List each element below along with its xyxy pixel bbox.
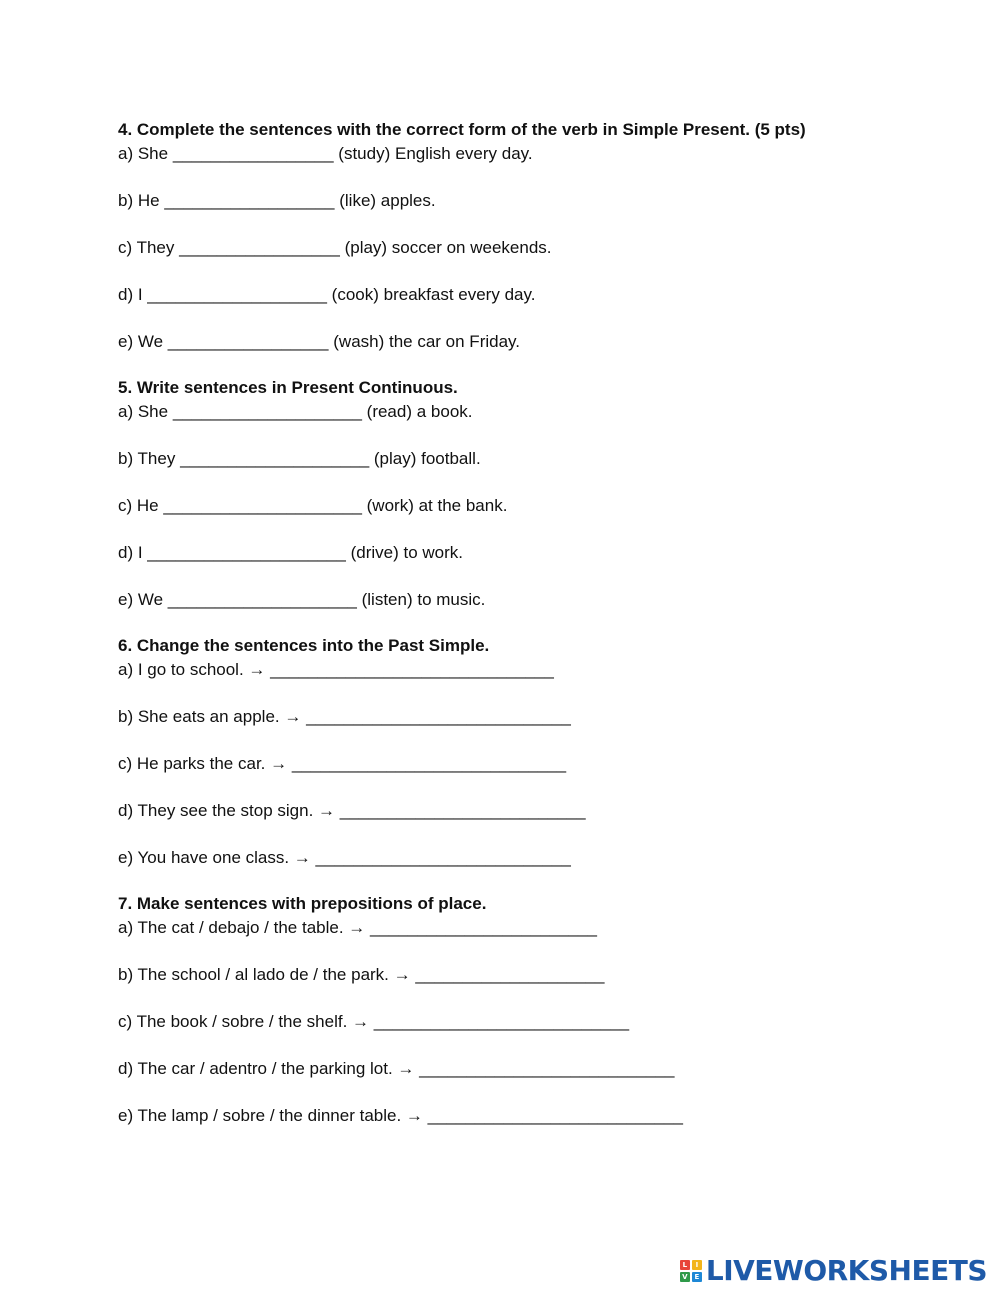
exercise-item	[118, 1057, 938, 1081]
item-hint: (read) a book.	[366, 402, 473, 421]
answer-blank[interactable]: ____________________	[172, 402, 362, 421]
exercise-item	[118, 963, 938, 987]
answer-blank[interactable]: _____________________	[163, 496, 362, 515]
answer-blank[interactable]: ____________________	[167, 590, 357, 609]
section-spacer	[118, 354, 938, 376]
item-prompt: a) She	[118, 144, 169, 163]
item-hint: (study) English every day.	[338, 144, 533, 163]
exercise-title: 5. Write sentences in Present Continuous.	[118, 378, 458, 397]
item-prompt: a) I go to school. →	[118, 660, 266, 679]
logo-blocks-icon	[680, 1260, 702, 1282]
exercise-section	[118, 376, 938, 612]
liveworksheets-logo	[680, 1254, 987, 1287]
exercise-item	[118, 400, 938, 424]
exercise-title: 7. Make sentences with prepositions of place.	[118, 894, 487, 913]
item-prompt: b) They	[118, 449, 176, 468]
exercise-item	[118, 283, 938, 307]
item-prompt: c) He parks the car. →	[118, 754, 288, 773]
exercise-item	[118, 705, 938, 729]
exercise-item	[118, 189, 938, 213]
answer-blank[interactable]: ___________________________	[315, 848, 571, 867]
item-prompt: d) I	[118, 543, 143, 562]
answer-blank[interactable]: _________________	[179, 238, 340, 257]
exercise-item	[118, 236, 938, 260]
exercise-item	[118, 846, 938, 870]
answer-blank[interactable]: _____________________________	[291, 754, 567, 773]
item-prompt: e) You have one class. →	[118, 848, 311, 867]
item-prompt: b) She eats an apple. →	[118, 707, 302, 726]
brand-text: LIVEWORKSHEETS	[705, 1254, 987, 1287]
item-hint: (play) football.	[373, 449, 481, 468]
item-prompt: e) The lamp / sobre / the dinner table. →	[118, 1106, 423, 1125]
item-prompt: a) She	[118, 402, 169, 421]
item-prompt: c) He	[118, 496, 159, 515]
answer-blank[interactable]: ____________________________	[306, 707, 571, 726]
exercise-item	[118, 142, 938, 166]
item-prompt: c) They	[118, 238, 175, 257]
answer-blank[interactable]: ___________________________	[427, 1106, 683, 1125]
item-prompt: d) They see the stop sign. →	[118, 801, 336, 820]
answer-blank[interactable]: ___________________	[147, 285, 327, 304]
exercise-item	[118, 588, 938, 612]
answer-blank[interactable]: ______________________________	[270, 660, 554, 679]
item-hint: (like) apples.	[339, 191, 436, 210]
exercise-item	[118, 447, 938, 471]
item-prompt: b) He	[118, 191, 160, 210]
item-prompt: a) The cat / debajo / the table. →	[118, 918, 366, 937]
answer-blank[interactable]: _________________	[172, 144, 334, 163]
exercise-item	[118, 752, 938, 776]
answer-blank[interactable]: _________________	[167, 332, 329, 351]
exercise-item	[118, 330, 938, 354]
item-prompt: e) We	[118, 590, 164, 609]
exercise-section	[118, 118, 938, 354]
item-hint: (work) at the bank.	[366, 496, 508, 515]
answer-blank[interactable]: ____________________	[180, 449, 370, 468]
answer-blank[interactable]: __________________	[164, 191, 335, 210]
item-prompt: b) The school / al lado de / the park. →	[118, 965, 411, 984]
item-hint: (listen) to music.	[361, 590, 486, 609]
item-hint: (drive) to work.	[350, 543, 463, 562]
exercise-title: 4. Complete the sentences with the correct form of the verb in Simple Present. (5 pts)	[118, 120, 806, 139]
item-hint: (cook) breakfast every day.	[331, 285, 536, 304]
item-prompt: d) I	[118, 285, 143, 304]
logo-block: V	[680, 1272, 690, 1282]
logo-block: I	[692, 1260, 702, 1270]
exercise-item	[118, 494, 938, 518]
answer-blank[interactable]: ____________________	[415, 965, 605, 984]
item-prompt: e) We	[118, 332, 164, 351]
exercise-section	[118, 634, 938, 870]
answer-blank[interactable]: ___________________________	[419, 1059, 675, 1078]
exercise-section	[118, 892, 938, 1128]
answer-blank[interactable]: _____________________	[147, 543, 346, 562]
item-hint: (wash) the car on Friday.	[333, 332, 521, 351]
item-hint: (play) soccer on weekends.	[344, 238, 552, 257]
answer-blank[interactable]: ________________________	[370, 918, 597, 937]
logo-block: L	[680, 1260, 690, 1270]
exercise-item	[118, 916, 938, 940]
exercise-item	[118, 1104, 938, 1128]
logo-block: E	[692, 1272, 702, 1282]
exercise-title: 6. Change the sentences into the Past Simple.	[118, 636, 490, 655]
exercise-item	[118, 658, 938, 682]
answer-blank[interactable]: __________________________	[339, 801, 586, 820]
exercise-item	[118, 1010, 938, 1034]
section-spacer	[118, 612, 938, 634]
item-prompt: c) The book / sobre / the shelf. →	[118, 1012, 370, 1031]
item-prompt: d) The car / adentro / the parking lot. →	[118, 1059, 415, 1078]
worksheet	[118, 118, 938, 1128]
answer-blank[interactable]: ___________________________	[373, 1012, 630, 1031]
section-spacer	[118, 870, 938, 892]
exercise-item	[118, 541, 938, 565]
exercise-item	[118, 799, 938, 823]
